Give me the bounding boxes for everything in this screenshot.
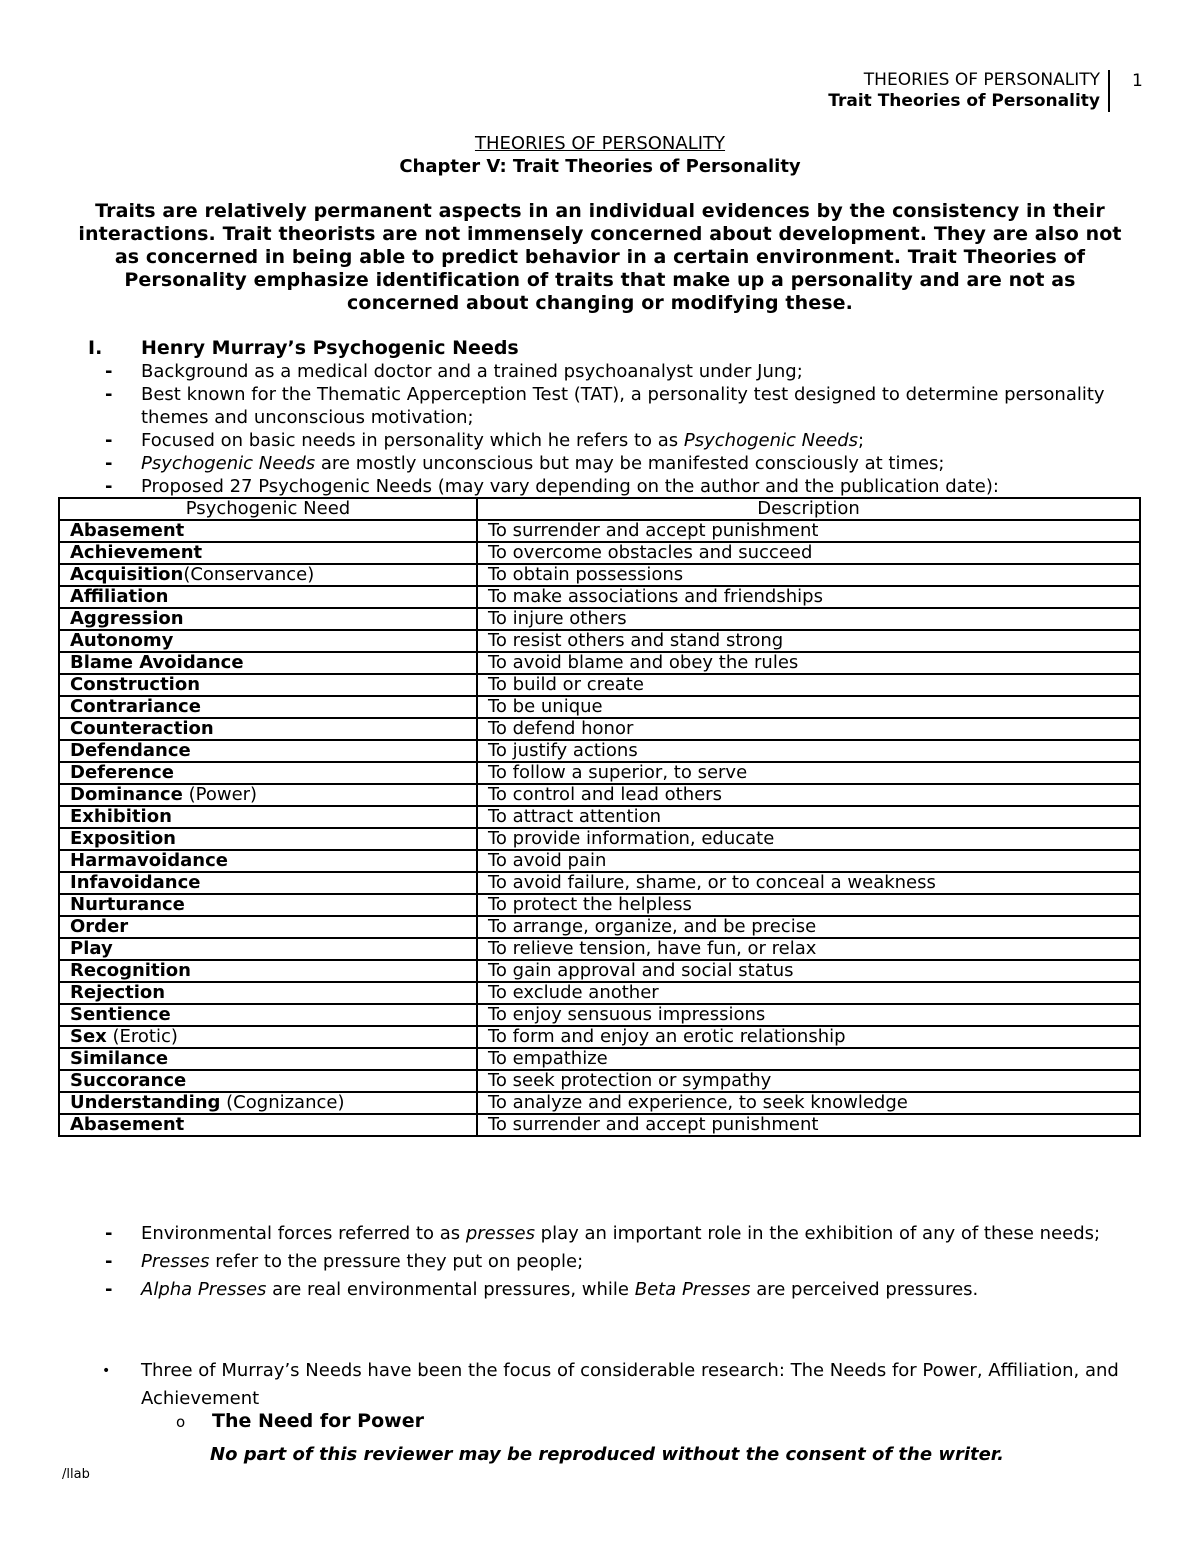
need-name-cell: Affiliation	[59, 586, 477, 608]
circle-marker: o	[176, 1413, 186, 1431]
footer-initials: /llab	[62, 1467, 90, 1482]
need-name-cell: Understanding (Cognizance)	[59, 1092, 477, 1114]
chapter-title: Chapter V: Trait Theories of Personality	[399, 156, 801, 177]
need-name-cell: Recognition	[59, 960, 477, 982]
table-row	[59, 806, 1140, 828]
list-item: - Proposed 27 Psychogenic Needs (may vary depending on the author and the publication date):	[105, 476, 999, 497]
need-name-cell: Nurturance	[59, 894, 477, 916]
need-name-cell: Sex (Erotic)	[59, 1026, 477, 1048]
need-name-cell: Succorance	[59, 1070, 477, 1092]
need-description-cell: To resist others and stand strong	[477, 630, 1140, 652]
table-row	[59, 1092, 1140, 1114]
table-header-row	[59, 498, 1140, 520]
need-description-cell: To empathize	[477, 1048, 1140, 1070]
intro-paragraph: Traits are relatively permanent aspects in an individual evidences by the consistency in their interactions. Trait theorists are not immensely concerned about development. They are also not as concerned in being able to predict behavior in a certain environment. Trait Theories of Personality emphasize identification of traits that make up a personality and are not as concerned about changing or modifying these.	[78, 200, 1122, 314]
table-row	[59, 542, 1140, 564]
table-row	[59, 1026, 1140, 1048]
need-description-cell: To overcome obstacles and succeed	[477, 542, 1140, 564]
dash-marker: -	[105, 1223, 113, 1244]
list-item: - Environmental forces referred to as presses play an important role in the exhibition of any of these needs;	[100, 1220, 1130, 1248]
need-description-cell: To injure others	[477, 608, 1140, 630]
table-row	[59, 740, 1140, 762]
table-row	[59, 850, 1140, 872]
need-name-cell: Infavoidance	[59, 872, 477, 894]
bullet-marker: •	[102, 1363, 111, 1379]
table-row	[59, 1114, 1140, 1136]
section-title: Henry Murray’s Psychogenic Needs	[141, 337, 519, 359]
table-row	[59, 696, 1140, 718]
document-title-block	[0, 132, 1200, 178]
dash-marker: -	[105, 1279, 113, 1300]
table-row	[59, 894, 1140, 916]
table-row	[59, 1048, 1140, 1070]
running-header	[828, 70, 1110, 112]
list-item: • Three of Murray’s Needs have been the focus of considerable research: The Needs for Power, Affiliation, and Achievement	[100, 1357, 1130, 1413]
presses-bullet-list	[100, 1220, 1130, 1304]
need-description-cell: To control and lead others	[477, 784, 1140, 806]
table-row	[59, 828, 1140, 850]
column-header-description: Description	[477, 498, 1140, 520]
table-row	[59, 608, 1140, 630]
table-row	[59, 520, 1140, 542]
table-row	[59, 938, 1140, 960]
section-heading	[88, 337, 519, 359]
table-row	[59, 630, 1140, 652]
need-name-cell: Contrariance	[59, 696, 477, 718]
table-row	[59, 784, 1140, 806]
table-row	[59, 652, 1140, 674]
table-row	[59, 960, 1140, 982]
need-name-cell: Exhibition	[59, 806, 477, 828]
need-description-cell: To seek protection or sympathy	[477, 1070, 1140, 1092]
need-description-cell: To provide information, educate	[477, 828, 1140, 850]
dash-marker: -	[105, 361, 113, 382]
murray-bullet-list	[100, 360, 1110, 498]
table-row	[59, 982, 1140, 1004]
list-item: - Psychogenic Needs are mostly unconscious but may be manifested consciously at times;	[105, 453, 945, 474]
copyright-notice: No part of this reviewer may be reproduced without the consent of the writer.	[210, 1444, 1004, 1465]
list-item: - Focused on basic needs in personality which he refers to as Psychogenic Needs;	[105, 430, 865, 451]
need-description-cell: To enjoy sensuous impressions	[477, 1004, 1140, 1026]
need-description-cell: To avoid pain	[477, 850, 1140, 872]
list-item: - Presses refer to the pressure they put on people;	[100, 1248, 1130, 1276]
page-number: 1	[1132, 71, 1143, 91]
table-row	[59, 1070, 1140, 1092]
need-name-cell: Aggression	[59, 608, 477, 630]
document-title: THEORIES OF PERSONALITY	[474, 133, 726, 154]
need-description-cell: To form and enjoy an erotic relationship	[477, 1026, 1140, 1048]
need-name-cell: Blame Avoidance	[59, 652, 477, 674]
need-description-cell: To defend honor	[477, 718, 1140, 740]
need-description-cell: To obtain possessions	[477, 564, 1140, 586]
need-name-cell: Autonomy	[59, 630, 477, 652]
need-name-cell: Order	[59, 916, 477, 938]
need-description-cell: To avoid failure, shame, or to conceal a weakness	[477, 872, 1140, 894]
need-name-cell: Exposition	[59, 828, 477, 850]
table-row	[59, 872, 1140, 894]
table-row	[59, 916, 1140, 938]
table-row	[59, 586, 1140, 608]
need-name-cell: Play	[59, 938, 477, 960]
need-description-cell: To gain approval and social status	[477, 960, 1140, 982]
need-description-cell: To protect the helpless	[477, 894, 1140, 916]
table-row	[59, 762, 1140, 784]
need-name-cell: Similance	[59, 1048, 477, 1070]
need-name-cell: Abasement	[59, 520, 477, 542]
table-body	[59, 520, 1140, 1136]
need-name-cell: Defendance	[59, 740, 477, 762]
header-subtitle: Trait Theories of Personality	[828, 91, 1100, 111]
need-name-cell: Acquisition(Conservance)	[59, 564, 477, 586]
need-description-cell: To attract attention	[477, 806, 1140, 828]
dash-marker: -	[105, 430, 113, 451]
need-description-cell: To avoid blame and obey the rules	[477, 652, 1140, 674]
section-number: I.	[88, 337, 103, 359]
need-description-cell: To arrange, organize, and be precise	[477, 916, 1140, 938]
need-description-cell: To be unique	[477, 696, 1140, 718]
need-description-cell: To build or create	[477, 674, 1140, 696]
subheading-need-for-power: o The Need for Power	[176, 1410, 424, 1432]
need-description-cell: To make associations and friendships	[477, 586, 1140, 608]
header-title: THEORIES OF PERSONALITY	[863, 70, 1100, 90]
list-item: - Alpha Presses are real environmental pressures, while Beta Presses are perceived pressures.	[100, 1276, 1130, 1304]
need-name-cell: Abasement	[59, 1114, 477, 1136]
need-description-cell: To justify actions	[477, 740, 1140, 762]
need-name-cell: Sentience	[59, 1004, 477, 1026]
need-description-cell: To follow a superior, to serve	[477, 762, 1140, 784]
need-name-cell: Deference	[59, 762, 477, 784]
need-description-cell: To surrender and accept punishment	[477, 1114, 1140, 1136]
list-item: - Best known for the Thematic Apperception Test (TAT), a personality test designed to determine personality themes and unconscious motivation;	[105, 384, 1105, 428]
need-description-cell: To surrender and accept punishment	[477, 520, 1140, 542]
need-name-cell: Construction	[59, 674, 477, 696]
dash-marker: -	[105, 384, 113, 405]
need-name-cell: Dominance (Power)	[59, 784, 477, 806]
need-name-cell: Counteraction	[59, 718, 477, 740]
need-name-cell: Harmavoidance	[59, 850, 477, 872]
table-row	[59, 718, 1140, 740]
dash-marker: -	[105, 1251, 113, 1272]
need-description-cell: To relieve tension, have fun, or relax	[477, 938, 1140, 960]
table-row	[59, 674, 1140, 696]
need-description-cell: To exclude another	[477, 982, 1140, 1004]
dash-marker: -	[105, 476, 113, 497]
need-name-cell: Rejection	[59, 982, 477, 1004]
table-row	[59, 564, 1140, 586]
need-description-cell: To analyze and experience, to seek knowledge	[477, 1092, 1140, 1114]
need-name-cell: Achievement	[59, 542, 477, 564]
list-item: - Background as a medical doctor and a trained psychoanalyst under Jung;	[105, 361, 803, 382]
column-header-need: Psychogenic Need	[59, 498, 477, 520]
research-bullet	[100, 1357, 1130, 1413]
dash-marker: -	[105, 453, 113, 474]
table-row	[59, 1004, 1140, 1026]
psychogenic-needs-table	[58, 497, 1141, 1137]
